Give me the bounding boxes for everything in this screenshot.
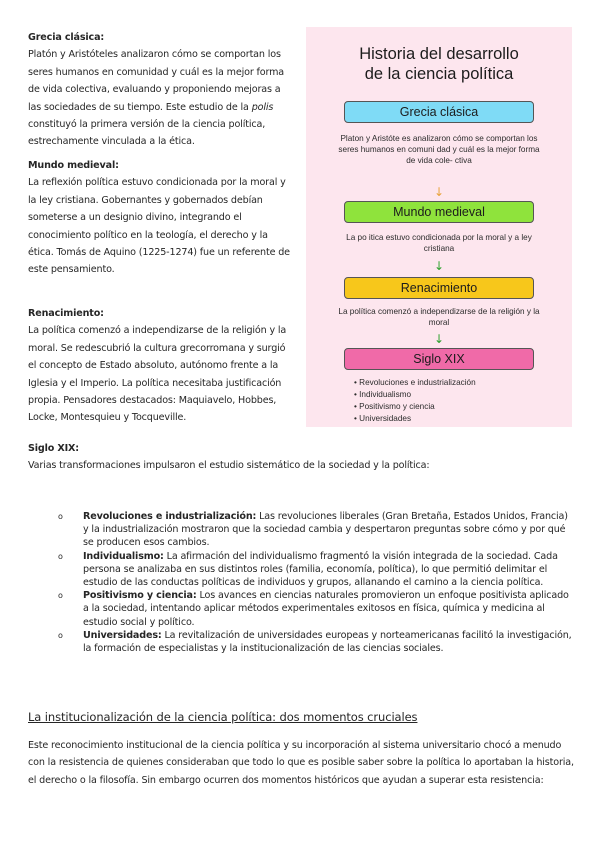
body-text: Platón y Aristóteles analizaron cómo se comportan los seres humanos en comunidad y cuál es la mejor forma de vida colectiva, evaluando y proponiendo mejoras a las sociedades de su tiempo. Este estudio de la	[28, 49, 285, 113]
arrow-down-icon: ↓	[433, 259, 445, 273]
bullet-term: Positivismo y ciencia:	[83, 590, 197, 602]
title-line: Historia del desarrollo	[359, 45, 519, 63]
section-heading: Siglo XIX:	[28, 443, 79, 454]
section-body: La política comenzó a independizarse de la religión y la moral. Se redescubrió la cultura grecorromana y surgió el concepto de Estado absoluto, autónomo frente a la Iglesia y el Imperio. La política necesitaba justificación propia. Pensadores destacados: Maquiavelo, Hobbes, Locke, Montesquieu y Tocqueville.	[28, 325, 287, 424]
arrow-down-icon: ↓	[433, 332, 445, 346]
section-grecia-clasica	[28, 29, 294, 151]
subsection-body: Este reconocimiento institucional de la ciencia política y su incorporación al sistema universitario chocó a menudo con la resistencia de quienes consideraban que todo lo que es posible saber sobre la política lo aportaban la historia, el derecho o la filosofía. Sin embargo ocurren dos momentos históricos que ayudan a superar esta resistencia:	[28, 740, 574, 786]
bullet-circle-icon: o	[58, 551, 63, 561]
italic-term: polis	[251, 101, 274, 113]
arrow-down-icon: ↓	[433, 185, 445, 199]
section-heading: Mundo medieval:	[28, 160, 119, 171]
bullet-circle-icon: o	[58, 591, 63, 601]
stage-description: La po itica estuvo condicionada por la moral y a ley cristiana	[346, 233, 532, 253]
bullet-term: Revoluciones e industrialización:	[83, 511, 257, 522]
title-line: de la ciencia política	[364, 65, 514, 83]
section-body	[28, 46, 294, 150]
list-item	[28, 550, 573, 590]
bullet-circle-icon: o	[58, 512, 63, 521]
section-intro: Varias transformaciones impulsaron el estudio sistemático de la sociedad y la política:	[28, 460, 430, 471]
stage-box-siglo-xix: Siglo XIX	[344, 348, 534, 370]
section-renacimiento	[28, 305, 294, 427]
section-heading: Grecia clásica:	[28, 32, 105, 43]
stage-box-grecia: Grecia clásica	[344, 101, 534, 123]
bullet-circle-icon: o	[58, 630, 63, 640]
bullet-text: La afirmación del individualismo fragmentó la visión integrada de la sociedad. Cada persona se analizaba en sus distintos roles (familia, economía, política), lo que permitió delimitar el estudio de las conductas políticas de individuos y grupos, allanando el camino a la ciencia política.	[83, 550, 558, 589]
stage-item: • Individualismo	[354, 389, 476, 401]
body-text: constituyó la primera versión de la ciencia política, estrechamente vinculada a la ética.	[28, 119, 266, 148]
bullet-text: Las revoluciones liberales (Gran Bretaña, Estados Unidos, Francia) y la industrialización mostraron que la sociedad cambia y despertaron preguntas sobre cómo y por qué se producen esos cambios.	[83, 511, 568, 549]
infographic-panel	[306, 27, 572, 427]
infographic-title	[306, 44, 572, 84]
section-siglo-xix	[28, 440, 573, 655]
section-mundo-medieval	[28, 157, 294, 279]
bullet-list	[28, 510, 573, 655]
stage-item: • Revoluciones e industrialización	[354, 377, 476, 389]
stage-item-list	[354, 377, 476, 425]
section-heading: Renacimiento:	[28, 308, 104, 319]
stage-item: • Universidades	[354, 413, 476, 425]
bullet-text: Los avances en ciencias naturales promovieron un enfoque positivista aplicado a la sociedad, intentando aplicar métodos experimentales exitosos en física, química y medicina al estudio social y político.	[83, 590, 569, 628]
bullet-text: La revitalización de universidades europeas y norteamericanas facilitó la investigación, la formación de especialistas y la institucionalización de las ciencias sociales.	[83, 629, 572, 655]
list-item	[28, 589, 573, 629]
subsection-heading: La institucionalización de la ciencia política: dos momentos cruciales	[28, 710, 418, 724]
stage-box-renacimiento: Renacimiento	[344, 277, 534, 299]
bullet-term: Individualismo:	[83, 550, 164, 562]
stage-description: Platon y Aristóte es analizaron cómo se comportan los seres humanos en comuni dad y cuál es la mejor forma de vida cole- ctiva	[338, 134, 540, 165]
stage-description: La política comenzó a independizarse de la religión y la moral	[338, 307, 540, 327]
bullet-term: Universidades:	[83, 629, 162, 641]
list-item	[28, 629, 573, 655]
stage-item: • Positivismo y ciencia	[354, 401, 476, 413]
section-body: La reflexión política estuvo condicionada por la moral y la ley cristiana. Gobernantes y gobernados debían someterse a un designio divino, integrando el conocimiento político en la teología, el derecho y la ética. Tomás de Aquino (1225-1274) fue un referente de este pensamiento.	[28, 177, 290, 276]
list-item	[28, 510, 573, 550]
stage-box-medieval: Mundo medieval	[344, 201, 534, 223]
